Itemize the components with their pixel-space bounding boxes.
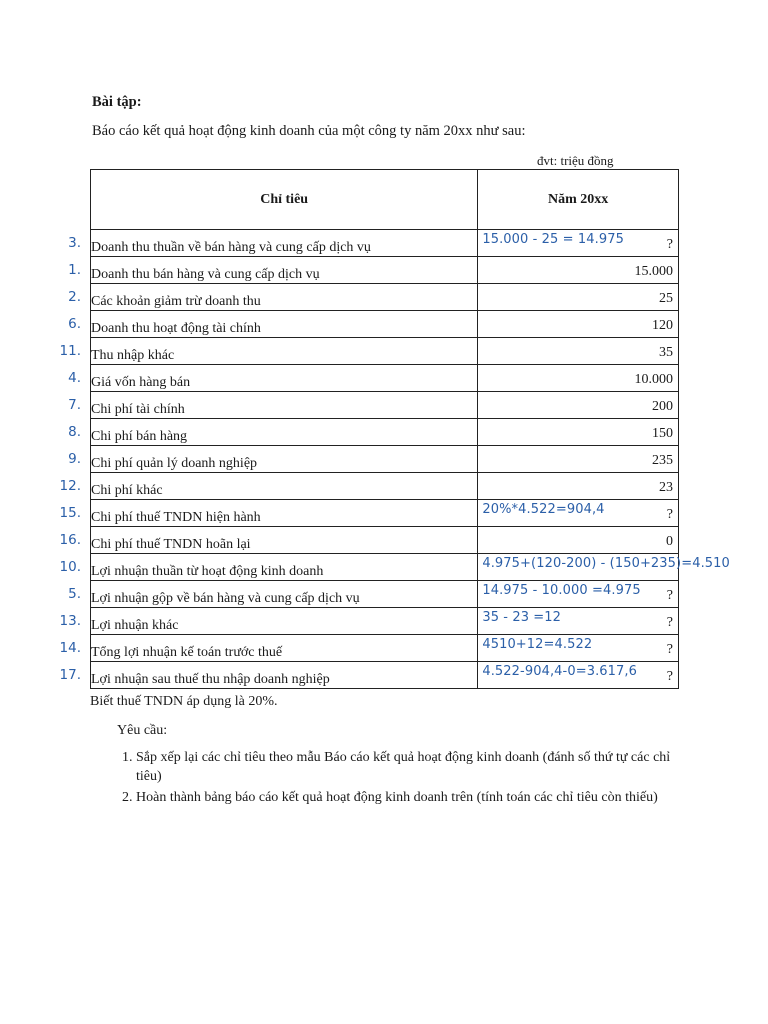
row-order-number: 12. [59,478,81,494]
task-item: 1. Sắp xếp lại các chỉ tiêu theo mẫu Báo cáo kết quả hoạt động kinh doanh (đánh số thứ tự các chỉ tiêu) [136,748,696,786]
task-list [112,748,696,809]
handwritten-calculation: 14.975 - 10.000 =4.975 [482,583,641,598]
handwritten-calculation: 15.000 - 25 = 14.975 [482,232,624,247]
row-value-cell [478,257,679,284]
row-order-number: 16. [59,532,81,548]
row-value: 15.000 [634,264,673,279]
row-label: Doanh thu thuần về bán hàng và cung cấp dịch vụ [91,230,478,257]
row-label: Lợi nhuận gộp về bán hàng và cung cấp dịch vụ [91,581,478,608]
row-value: ? [666,615,673,630]
row-label: Chi phí quản lý doanh nghiệp [91,446,478,473]
row-value: 25 [659,291,673,306]
table-row [91,554,679,581]
row-label: Chi phí bán hàng [91,419,478,446]
table-row [91,365,679,392]
row-order-number: 9. [68,451,81,467]
handwritten-calculation: 35 - 23 =12 [482,610,562,625]
header-indicator: Chỉ tiêu [91,170,478,230]
row-order-number: 8. [68,424,81,440]
row-value-cell [478,230,679,257]
row-value: ? [666,588,673,603]
row-order-number: 7. [68,397,81,413]
row-value: 0 [666,534,673,549]
row-value: 235 [652,453,673,468]
handwritten-calculation: 20%*4.522=904,4 [482,502,605,517]
row-value-cell [478,635,679,662]
unit-label: đvt: triệu đồng [537,153,614,168]
row-value-cell [478,311,679,338]
row-label: Lợi nhuận thuần từ hoạt động kinh doanh [91,554,478,581]
table-row [91,662,679,689]
row-value-cell [478,500,679,527]
row-label: Giá vốn hàng bán [91,365,478,392]
row-label: Các khoản giảm trừ doanh thu [91,284,478,311]
row-value: 35 [659,345,673,360]
exercise-heading: Bài tập: [92,94,142,110]
row-order-number: 11. [59,343,81,359]
table-row [91,446,679,473]
table-row [91,473,679,500]
handwritten-calculation: 4510+12=4.522 [482,637,593,652]
row-order-number: 17. [59,667,81,683]
row-label: Chi phí khác [91,473,478,500]
row-value-cell [478,608,679,635]
row-value-cell [478,392,679,419]
row-value: 10.000 [634,372,673,387]
row-label: Lợi nhuận khác [91,608,478,635]
row-value: ? [666,642,673,657]
requirements-label: Yêu cầu: [117,723,168,738]
table-row [91,500,679,527]
row-value: 200 [652,399,673,414]
row-value-cell [478,365,679,392]
row-order-number: 2. [68,289,81,305]
row-value-cell [478,554,730,581]
table-row [91,230,679,257]
row-label: Doanh thu bán hàng và cung cấp dịch vụ [91,257,478,284]
tax-note: Biết thuế TNDN áp dụng là 20%. [90,694,278,709]
income-statement-table [90,169,730,689]
row-value-cell [478,473,679,500]
exercise-intro: Báo cáo kết quả hoạt động kinh doanh của một công ty năm 20xx như sau: [92,123,526,139]
row-value-cell [478,662,679,689]
row-order-number: 15. [59,505,81,521]
row-value-cell [478,284,679,311]
row-label: Tổng lợi nhuận kế toán trước thuế [91,635,478,662]
row-value-cell [478,446,679,473]
row-order-number: 3. [68,235,81,251]
table-row [91,608,679,635]
row-value-cell [478,419,679,446]
row-label: Chi phí thuế TNDN hoãn lại [91,527,478,554]
table-row [91,527,679,554]
table-row [91,635,679,662]
row-label: Chi phí tài chính [91,392,478,419]
row-value: 150 [652,426,673,441]
row-value-cell [478,581,679,608]
task-item: 2. Hoàn thành bảng báo cáo kết quả hoạt động kinh doanh trên (tính toán các chỉ tiêu còn thiếu) [136,788,696,807]
table-row [91,257,679,284]
row-order-number: 14. [59,640,81,656]
row-order-number: 5. [68,586,81,602]
table-header-row [91,170,679,230]
row-order-number: 4. [68,370,81,386]
table-row [91,392,679,419]
row-order-number: 13. [59,613,81,629]
row-label: Chi phí thuế TNDN hiện hành [91,500,478,527]
row-order-number: 6. [68,316,81,332]
row-value: 23 [659,480,673,495]
table-row [91,338,679,365]
row-order-number: 1. [68,262,81,278]
table-row [91,419,679,446]
row-value: 120 [652,318,673,333]
row-order-number: 10. [59,559,81,575]
row-value-cell [478,338,679,365]
row-value: ? [666,669,673,684]
table-row [91,311,679,338]
row-value: ? [666,237,673,252]
row-label: Doanh thu hoạt động tài chính [91,311,478,338]
row-label: Lợi nhuận sau thuế thu nhập doanh nghiệp [91,662,478,689]
table-row [91,284,679,311]
row-value: ? [666,507,673,522]
row-label: Thu nhập khác [91,338,478,365]
row-value-cell [478,527,679,554]
header-year: Năm 20xx [478,170,679,230]
table-row [91,581,679,608]
handwritten-calculation: 4.975+(120-200) - (150+235)=4.510 [482,556,730,571]
handwritten-calculation: 4.522-904,4-0=3.617,6 [482,664,638,679]
